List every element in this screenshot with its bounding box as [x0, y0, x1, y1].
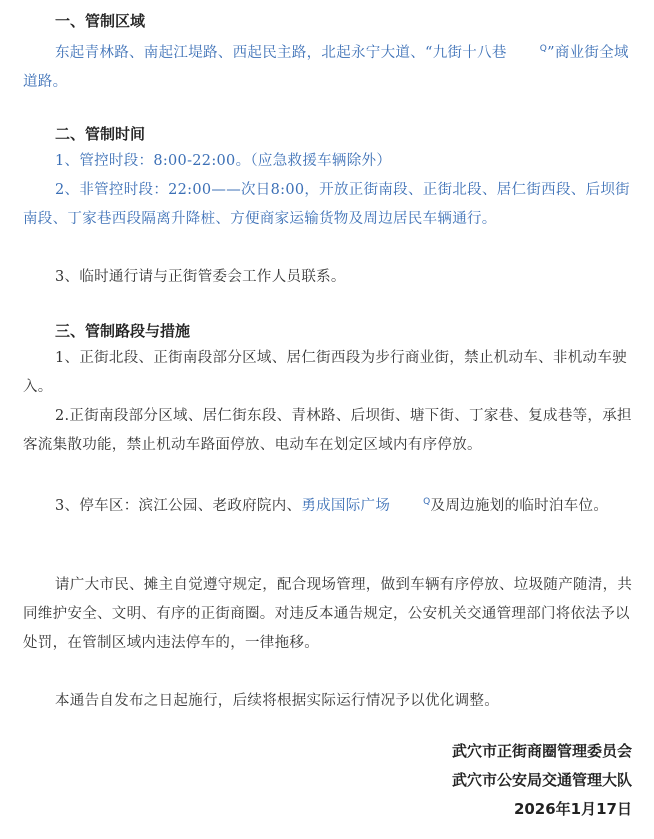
section-3-title: 三、管制路段与措施	[55, 322, 191, 340]
effective-paragraph: 本通告自发布之日起施行，后续将根据实际运行情况予以优化调整。	[55, 693, 499, 709]
section-3-item-3-text-a: 3、停车区：滨江公园、老政府院内、	[55, 497, 302, 514]
section-3-item-1: 1、正街北段、正街南段部分区域、居仁街西段为步行商业街，禁止机动车、非机动车驶入。	[23, 350, 627, 395]
section-3-item-3-text-b: 及周边施划的临时泊车位。	[430, 497, 609, 514]
section-1-title: 一、管制区域	[55, 12, 146, 30]
section-2-item-3: 3、临时通行请与正街管委会工作人员联系。	[55, 269, 346, 285]
section-1-text-b: ”商业街全域道路。	[23, 44, 629, 90]
search-icon[interactable]: Q	[423, 497, 431, 507]
notice-paragraph: 请广大市民、摊主自觉遵守规定，配合现场管理，做到车辆有序停放、垃圾随产随清，共同维护安全、文明、有序的正街商圈。对违反本通告规定，公安机关交通管理部门将依法予以处罚，在管制区域内违法停车的，一律拖移。	[23, 577, 633, 651]
section-2-title: 二、管制时间	[55, 125, 146, 143]
search-icon[interactable]: Q	[539, 44, 548, 54]
signature-org-1: 武穴市正街商圈管理委员会	[451, 742, 632, 760]
section-3-item-2: 2.正街南段部分区域、居仁街东段、青林路、后坝街、塘下街、丁家巷、复成巷等，承担客流集散功能，禁止机动车路面停放、电动车在划定区域内有序停放。	[23, 408, 632, 453]
signature-date: 2026年1月17日	[513, 800, 632, 818]
section-3-item-3	[23, 488, 635, 521]
yongcheng-plaza-link[interactable]: 勇成国际广场	[301, 497, 391, 514]
signature-org-2: 武穴市公安局交通管理大队	[451, 771, 632, 789]
section-1-text-a: 东起青林路、南起江堤路、西起民主路，北起永宁大道、“九街十八巷	[55, 44, 507, 61]
section-2-item-2: 2、非管控时段：22:00——次日8:00，开放正街南段、正街北段、居仁街西段、后坝街南段、丁家巷西段隔离升降桩、方便商家运输货物及周边居民车辆通行。	[23, 182, 630, 227]
section-1-paragraph	[23, 35, 635, 97]
section-2-item-1: 1、管控时段：8:00-22:00。（应急救援车辆除外）	[55, 153, 392, 169]
